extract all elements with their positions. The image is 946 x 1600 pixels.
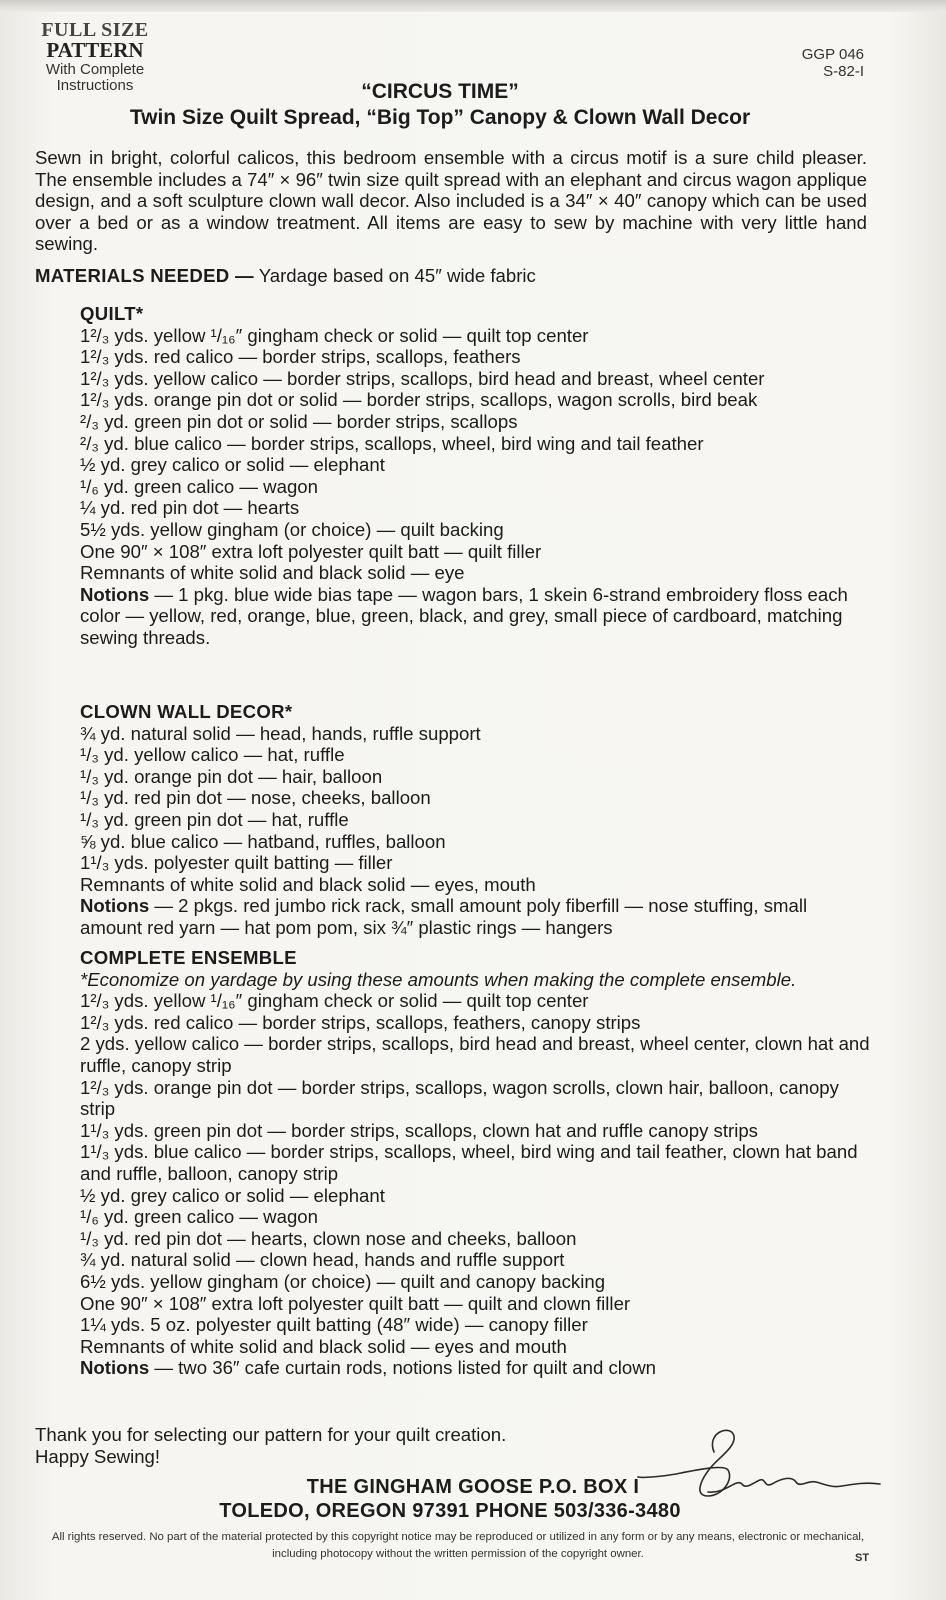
notions-text: — 2 pkgs. red jumbo rick rack, small amount poly fiberfill — nose stuffing, small amount red yarn — hat pom pom, six ¾″ plastic rings — hangers — [80, 895, 808, 938]
quilt-heading: QUILT* — [80, 303, 144, 324]
ensemble-section — [80, 947, 870, 1379]
list-item: ²/₃ yd. green pin dot or solid — border strips, scallops — [80, 410, 518, 432]
list-item: ½ yd. grey calico or solid — elephant — [80, 454, 385, 476]
list-item: One 90″ × 108″ extra loft polyester quilt batt — quilt filler — [80, 540, 542, 562]
pattern-code-line2: S-82-I — [823, 63, 864, 80]
pattern-code — [802, 46, 864, 80]
copyright-notice: All rights reserved. No part of the material protected by this copyright notice may be reproduced or utilized in any form or by any means, electronic or mechanical, including photocopy without the written permission of the copyright owner. — [51, 1531, 865, 1560]
notions-label: Notions — [80, 895, 150, 917]
materials-needed-line — [35, 265, 875, 287]
ensemble-heading: COMPLETE ENSEMBLE — [80, 947, 297, 968]
list-item: One 90″ × 108″ extra loft polyester quilt batt — quilt and clown filler — [80, 1292, 631, 1314]
st-mark: ST — [855, 1552, 870, 1564]
list-item: ¹/₆ yd. green calico — wagon — [80, 1206, 318, 1228]
list-item: 1²/₃ yds. yellow ¹/₁₆″ gingham check or solid — quilt top center — [80, 324, 589, 346]
list-item: 1²/₃ yds. orange pin dot — border strips, scallops, wagon scrolls, clown hair, balloon, canopy strip — [80, 1076, 839, 1120]
list-item: 1²/₃ yds. orange pin dot or solid — border strips, scallops, wagon scrolls, bird beak — [80, 389, 758, 411]
happy-sewing-line: Happy Sewing! — [35, 1445, 161, 1467]
list-item: 1¹/₃ yds. blue calico — border strips, scallops, wheel, bird wing and tail feather, clown hat band and ruffle, balloon, canopy strip — [80, 1141, 858, 1184]
list-item: 6½ yds. yellow gingham (or choice) — quilt and canopy backing — [80, 1270, 606, 1292]
pattern-label: PATTERN — [46, 38, 144, 62]
list-item: Remnants of white solid and black solid — eyes, mouth — [80, 873, 536, 895]
list-item: ¹/₃ yd. yellow calico — hat, ruffle — [80, 744, 345, 766]
list-item: 1¹/₃ yds. green pin dot — border strips, scallops, clown hat and ruffle canopy strips — [80, 1119, 758, 1141]
notions-text: — 1 pkg. blue wide bias tape — wagon bars, 1 skein 6-strand embroidery floss each color — yellow, red, orange, blue, green, black, and grey, small piece of cardboard, matching sewing threads. — [80, 583, 848, 648]
address-line-2: TOLEDO, OREGON 97391 PHONE 503/336-3480 — [219, 1500, 681, 1522]
clown-section — [80, 701, 870, 939]
list-item: ¹/₃ yd. red pin dot — nose, cheeks, balloon — [80, 787, 431, 809]
ensemble-note: *Economize on yardage by using these amounts when making the complete ensemble. — [80, 968, 797, 990]
list-item: 1²/₃ yds. red calico — border strips, scallops, feathers — [80, 346, 521, 368]
thank-you-note — [35, 1424, 506, 1467]
list-item: Remnants of white solid and black solid — eye — [80, 562, 465, 584]
intro-paragraph: Sewn in bright, colorful calicos, this bedroom ensemble with a circus motif is a sure child pleaser. The ensemble includes a 74″ × 96″ twin size quilt spread with an elephant and circus wagon applique design, and a soft sculpture clown wall decor. Also included is a 34″ × 40″ canopy which can be used over a bed or as a window treatment. All items are easy to sew by machine with very little hand sewing. — [35, 147, 867, 254]
quilt-notions — [80, 584, 870, 649]
list-item: ¾ yd. natural solid — clown head, hands and ruffle support — [80, 1249, 565, 1271]
list-item: Remnants of white solid and black solid — eyes and mouth — [80, 1335, 567, 1357]
list-item: ¹/₃ yd. orange pin dot — hair, balloon — [80, 765, 383, 787]
clown-notions — [80, 895, 870, 938]
list-item: ¼ yd. red pin dot — hearts — [80, 497, 300, 519]
instructions-label: Instructions — [56, 77, 134, 94]
notions-label: Notions — [80, 1357, 150, 1379]
list-item: 5½ yds. yellow gingham (or choice) — quilt backing — [80, 518, 504, 540]
list-item: ¹/₃ yd. red pin dot — hearts, clown nose and cheeks, balloon — [80, 1227, 577, 1249]
list-item: ²/₃ yd. blue calico — border strips, scallops, wheel, bird wing and tail feather — [80, 432, 704, 454]
materials-text: Yardage based on 45″ wide fabric — [258, 265, 536, 286]
ensemble-notions — [80, 1357, 870, 1379]
list-item: 1²/₃ yds. red calico — border strips, scallops, feathers, canopy strips — [80, 1011, 641, 1033]
notions-label: Notions — [80, 583, 150, 605]
list-item: 1¹/₃ yds. polyester quilt batting — filler — [80, 852, 393, 874]
full-size-label: FULL SIZE — [41, 19, 149, 41]
pattern-subtitle: Twin Size Quilt Spread, “Big Top” Canopy & Clown Wall Decor — [129, 106, 751, 129]
list-item: ½ yd. grey calico or solid — elephant — [80, 1184, 385, 1206]
list-item: ¾ yd. natural solid — head, hands, ruffle support — [80, 722, 481, 744]
list-item: 1²/₃ yds. yellow ¹/₁₆″ gingham check or solid — quilt top center — [80, 990, 589, 1012]
pattern-code-line1: GGP 046 — [801, 46, 864, 63]
quilt-section — [80, 303, 870, 649]
list-item: ¹/₃ yd. green pin dot — hat, ruffle — [80, 808, 349, 830]
materials-heading: MATERIALS NEEDED — — [35, 265, 254, 286]
pattern-title: “CIRCUS TIME” — [361, 80, 519, 103]
with-complete-label: With Complete — [45, 61, 145, 78]
clown-heading: CLOWN WALL DECOR* — [80, 701, 293, 722]
address-line-1: THE GINGHAM GOOSE P.O. BOX I — [306, 1476, 640, 1498]
list-item: 2 yds. yellow calico — border strips, scallops, bird head and breast, wheel center, clown hat and ruffle, canopy strip — [80, 1033, 870, 1076]
list-item: 1¼ yds. 5 oz. polyester quilt batting (48″ wide) — canopy filler — [80, 1314, 588, 1336]
list-item: ⅝ yd. blue calico — hatband, ruffles, balloon — [80, 830, 446, 852]
top-edge-band — [0, 0, 946, 12]
list-item: ¹/₆ yd. green calico — wagon — [80, 475, 318, 497]
notions-text: — two 36″ cafe curtain rods, notions listed for quilt and clown — [149, 1357, 657, 1379]
list-item: 1²/₃ yds. yellow calico — border strips, scallops, bird head and breast, wheel center — [80, 367, 765, 389]
thank-you-line: Thank you for selecting our pattern for your quilt creation. — [35, 1424, 507, 1445]
